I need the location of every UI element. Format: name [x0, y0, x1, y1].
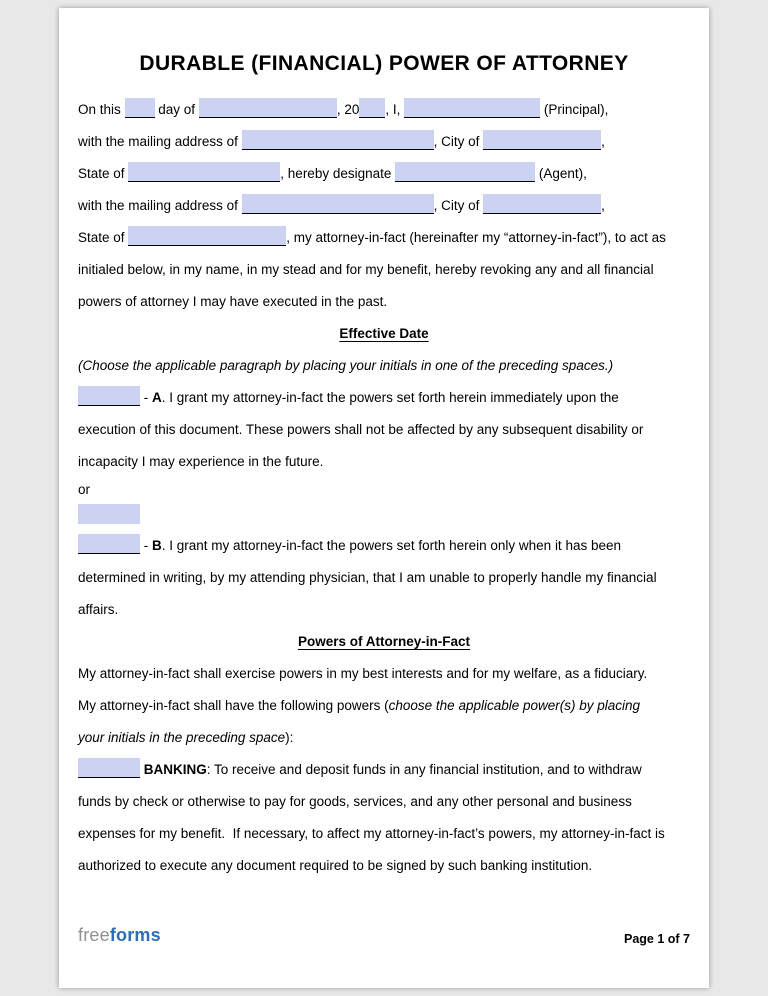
form-line — [78, 414, 690, 446]
text-run: (Choose the applicable paragraph by placing your initials in one of the preceding spaces.) — [78, 358, 614, 373]
text-run: , my attorney-in-fact (hereinafter my “attorney-in-fact”), to act as — [286, 230, 666, 245]
text-run: initialed below, in my name, in my stead and for my benefit, hereby revoking any and all financial — [78, 262, 654, 277]
text-run: (Agent), — [535, 166, 587, 181]
form-line — [78, 786, 690, 818]
text-run: expenses for my benefit. If necessary, to affect my attorney-in-fact’s powers, my attorney-in-fact is — [78, 826, 665, 841]
text-run: with the mailing address of — [78, 134, 242, 149]
text-run: , hereby designate — [280, 166, 396, 181]
fillable-blank-field[interactable] — [78, 758, 140, 778]
text-run: - — [140, 538, 152, 553]
form-line — [78, 446, 690, 478]
brand-free-text: free — [78, 925, 110, 945]
page-indicator: Page 1 of 7 — [624, 932, 690, 946]
text-run: your initials in the preceding space — [78, 730, 286, 745]
page-footer — [78, 925, 690, 946]
text-run: . I grant my attorney-in-fact the powers set forth herein only when it has been — [161, 538, 621, 553]
document-title: DURABLE (FINANCIAL) POWER OF ATTORNEY — [139, 52, 629, 75]
text-run: powers of attorney I may have executed in the past. — [78, 294, 388, 309]
text-run: My attorney-in-fact shall exercise powers in my best interests and for my welfare, as a fiduciary. — [78, 666, 648, 681]
form-line — [78, 286, 690, 318]
form-line — [78, 818, 690, 850]
fillable-blank-field[interactable] — [242, 194, 434, 214]
text-run: (Principal), — [540, 102, 609, 117]
form-body — [78, 94, 690, 882]
section-heading-text: Effective Date — [339, 326, 429, 341]
form-line — [78, 530, 690, 562]
form-line — [78, 658, 690, 690]
text-run: choose the applicable power(s) by placing — [388, 698, 641, 713]
text-run: , City of — [433, 134, 484, 149]
form-line — [78, 94, 690, 126]
form-line — [78, 850, 690, 882]
fillable-blank-field[interactable] — [483, 130, 601, 150]
text-run: affairs. — [78, 602, 119, 617]
section-heading — [78, 626, 690, 658]
text-run: , I, — [385, 102, 405, 117]
section-heading-text: Powers of Attorney-in-Fact — [297, 634, 470, 649]
fillable-blank-field[interactable] — [404, 98, 540, 118]
text-run: A — [152, 390, 162, 405]
fillable-blank-field[interactable] — [78, 534, 140, 554]
form-line — [78, 690, 690, 722]
form-line — [78, 722, 690, 754]
fillable-blank-field[interactable] — [128, 162, 280, 182]
brand-forms-text: forms — [109, 925, 161, 945]
text-run: State of — [78, 230, 129, 245]
text-run: determined in writing, by my attending physician, that I am unable to properly handle my financial — [78, 570, 657, 585]
form-line — [78, 158, 690, 190]
form-line — [78, 350, 690, 382]
fillable-blank-field[interactable] — [78, 504, 140, 524]
text-run: , City of — [433, 198, 484, 213]
form-line — [78, 478, 690, 504]
fillable-blank-field[interactable] — [78, 386, 140, 406]
text-run: execution of this document. These powers shall not be affected by any subsequent disability or — [78, 422, 644, 437]
fillable-blank-field[interactable] — [125, 98, 155, 118]
text-run: day of — [154, 102, 199, 117]
freeforms-logo — [78, 925, 161, 946]
form-line — [78, 754, 690, 786]
text-run: ): — [285, 730, 294, 745]
text-run: , 20 — [336, 102, 360, 117]
fillable-blank-field[interactable] — [483, 194, 601, 214]
text-run: B — [152, 538, 162, 553]
text-run: : To receive and deposit funds in any financial institution, and to withdraw — [206, 762, 642, 777]
form-line — [78, 126, 690, 158]
form-line — [78, 594, 690, 626]
fillable-blank-field[interactable] — [199, 98, 337, 118]
text-run: . I grant my attorney-in-fact the powers set forth herein immediately upon the — [161, 390, 619, 405]
text-run: incapacity I may experience in the future. — [78, 454, 324, 469]
text-run: My attorney-in-fact shall have the following powers ( — [78, 698, 389, 713]
fillable-blank-field[interactable] — [395, 162, 535, 182]
text-run: , — [601, 134, 605, 149]
text-run: authorized to execute any document required to be signed by such banking institution. — [78, 858, 593, 873]
text-run: - — [140, 390, 152, 405]
text-run: with the mailing address of — [78, 198, 242, 213]
form-line — [78, 382, 690, 414]
form-line — [78, 504, 690, 530]
text-run: BANKING — [143, 762, 207, 777]
section-heading — [78, 318, 690, 350]
fillable-blank-field[interactable] — [359, 98, 385, 118]
fillable-blank-field[interactable] — [128, 226, 286, 246]
text-run: State of — [78, 166, 129, 181]
form-line — [78, 222, 690, 254]
form-line — [78, 254, 690, 286]
text-run: funds by check or otherwise to pay for goods, services, and any other personal and business — [78, 794, 632, 809]
form-line — [78, 562, 690, 594]
pdf-page — [59, 8, 709, 988]
fillable-blank-field[interactable] — [242, 130, 434, 150]
text-run: , — [601, 198, 605, 213]
text-run: On this — [78, 102, 125, 117]
text-run: or — [78, 482, 91, 497]
form-line — [78, 190, 690, 222]
